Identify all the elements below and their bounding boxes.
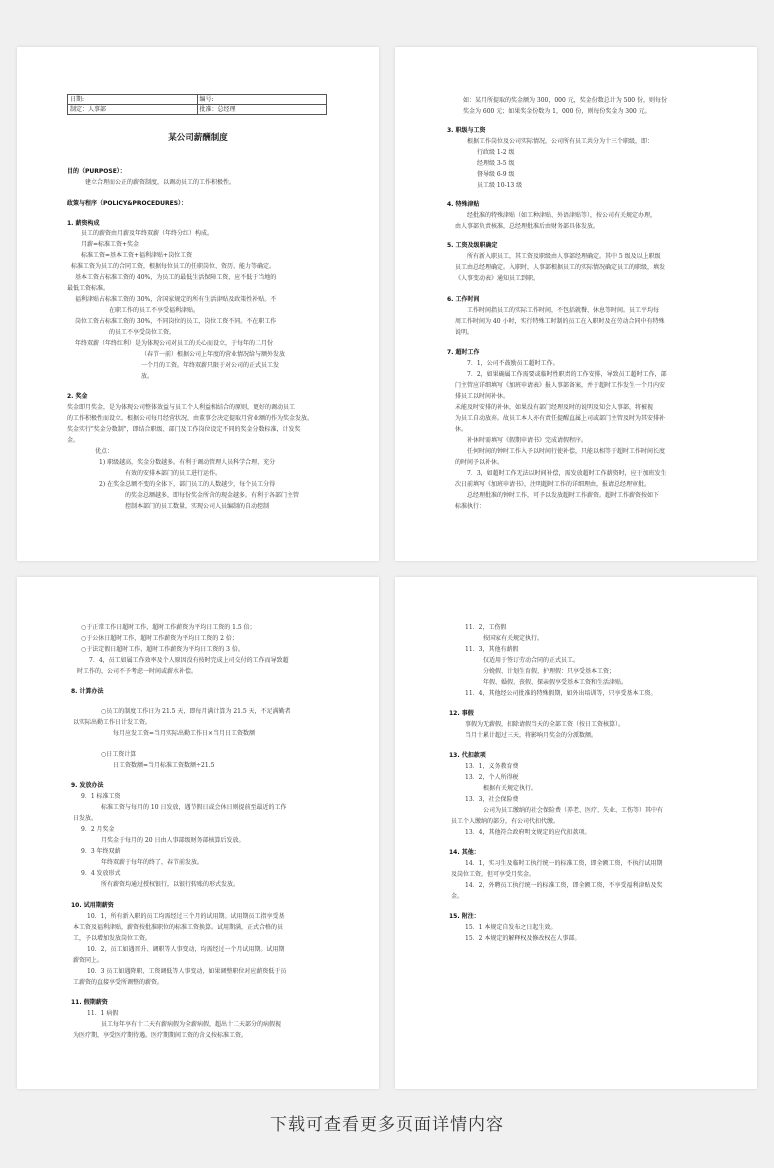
text-line: 13．1，义务教育费 [465,763,519,770]
text-line: 由人事部负责核准，总经理批准后由财务部具体发放。 [455,223,600,230]
text-line: 13．4，其他符合政府明文规定的应代扣款项。 [465,829,591,836]
document-page-4 [395,577,757,1089]
text-line: ○于正常工作日超时工作，超时工作薪资为平均日工资的 1.5 倍； [81,624,256,631]
more-pages-caption[interactable]: 下载可查看更多页面详情内容 [270,1115,504,1135]
text-line: 时工作的，公司不予考虑一时间或薪水补偿。 [77,668,198,675]
text-line: 控制本部门的员工数量，实现公司人员编制的自动控制 [125,503,270,510]
text-line: 门主管应详细填写《加班申请表》报人事部备案，并于超时工作发生一个月内安 [455,382,666,389]
text-line: 补休时需填写《假期申请书》完成请假程序。 [467,437,588,444]
text-line: 所有薪资均通过授权银行，以银行转账的形式发放。 [101,881,240,888]
text-line: 基本工资占标准工资的 40%，为员工的最低生活保障工资，应不低于当地的 [75,274,277,281]
text-line: 9．2 月奖金 [81,826,115,833]
document-page-3 [17,577,379,1089]
document-page-2 [395,47,757,561]
text-line: 10．3 员工如遇降职、工资调低等人事变动，如果调整职位对应薪资低于员 [87,968,287,975]
text-line: 日发放。 [73,815,98,822]
text-line: 岗位工资占标准工资的 30%，不同岗位的员工，岗位工资不同。不在职工作 [75,318,277,325]
text-line: 标准工资与每月的 10 日发放，遇节假日或会休日则提前至最近的工作 [101,804,287,811]
text-line: 奖金实行"奖金分数制"，即结合职级、部门及工作岗位设定不同的奖金分数标准，计发奖 [67,426,301,433]
text-line: 9．4 发放形式 [81,870,121,877]
document-page-1 [17,47,379,561]
document-title: 某公司薪酬制度 [168,133,228,143]
section-heading: 14. 其他： [449,849,480,856]
text-line: 最低工资标准。 [67,285,110,292]
text-line: 2) 在奖金总额不变的全体下，部门员工的人数越少，每个员工分得 [99,481,276,488]
text-line: 优点： [95,448,114,455]
text-line: 金。 [451,893,464,900]
text-line: 日工资数额=当月标准工资数额÷21.5 [113,762,215,769]
text-line: 年终双薪于每年的终了，春节前发放。 [101,859,204,866]
text-line: 周工作时间为 40 小时，实行特殊工时制的员工在入职时及在劳动合同中有特殊 [455,318,665,325]
text-line: 10．2，员工如遇晋升、调职等人事变动，均需经过一个月试用期。试用期 [87,946,285,953]
text-line: 福利津贴占标准工资的 30%，含国家规定的所有生活津贴及政策性补贴。不 [75,296,277,303]
text-line: 13．2，个人所得税 [465,774,519,781]
text-line: 员工级 10-13 级 [477,182,523,189]
section-heading: 10. 试用期薪资 [71,902,114,909]
text-line: 根据有关规定执行。 [483,785,538,792]
text-line: 根据工作岗位及公司实际情况，公司所有员工共分为十三个职级，即： [467,138,654,145]
text-line: 金。 [67,437,80,444]
text-line: 工，予以增加发放岗位工资。 [73,935,152,942]
text-line: 所有新入职员工，其工资及职级由人事部经理确定。其中 5 级及以上职级 [467,253,661,260]
section-heading: 7. 超时工作 [447,349,480,356]
text-line: ○于公休日超时工作，超时工作薪资为平均日工资的 2 倍； [81,635,238,642]
text-line: 15．1 本规定自发布之日起生效。 [465,924,557,931]
text-line: 员工由总经理确定。入职时，人事部根据员工的实际情况确定员工的职级，填发 [455,264,666,271]
text-line: 奖金即月奖金，是为体现公司整体效益与员工个人利益相结合的原则，更好的调动员工 [67,404,296,411]
text-line: 事假为无薪假，扣除请假当天的全部工资（按日工资核算）。 [465,721,625,728]
text-line: 1) 职级越高，奖金分数越多。有利于调动管理人员科学合理、充分 [99,459,276,466]
text-line: 14．1，实习生及临时工执行统一的标准工资，即全额工资，不执行试用期 [465,860,663,867]
text-line: 10．1，所有新入职的员工均需经过三个月的试用期。试用期员工指享受基 [87,913,285,920]
text-line: 薪资同上。 [73,957,104,964]
section-heading: 12. 事假 [449,710,474,717]
text-line: （春节一前）根据公司上年度的营业情况给与额外发放 [141,351,286,358]
header-table [67,94,327,115]
text-line: 建立合理而公正的薪资制度，以调动员工的工作积极性。 [85,179,236,186]
text-line: 及岗位工资，但可享受月奖金。 [451,871,536,878]
approver-cell: 批准：总经理 [197,105,327,115]
maker-cell: 制定：人事部 [68,105,198,115]
text-line: 每月应发工资=当月实际出勤工作日×当月日工资数额 [113,730,256,737]
text-line: 以实际出勤工作日计发工资。 [73,719,152,726]
text-line: 为员工自动放弃。故员工本人亦有责任提醒直属上司或部门主管及时为其安排补 [455,415,666,422]
text-line: 仅适用于签订劳动合同的正式员工。 [483,657,580,664]
section-heading: 2. 奖金 [67,393,88,400]
section-heading: 政策与程序（POLICY&PROCEDURES）： [67,200,188,207]
text-line: 任何时间的钟时工作入予以时间行使补偿，只能以相等于超时工作时间长度 [467,448,666,455]
text-line: 奖金为 600 元；如果奖金份数为 1，000 份，则每份奖金为 300 元。 [463,108,651,115]
text-line: 按国家有关规定执行。 [483,635,544,642]
text-line: 《人事变动表》通知员工到职。 [455,275,540,282]
number-cell: 编号: [197,95,327,105]
text-line: 员工个人缴纳的部分，有公司代扣代缴。 [451,818,560,825]
text-line: 标准执行： [455,503,486,510]
text-line: 一个月的工资。年终双薪只限于对公司的正式员工发 [141,362,280,369]
text-line: 休。 [455,426,468,433]
text-line: 7．3，如超时工作无法以时间补偿，需发放超时工作薪资时，应于加班发生 [467,470,667,477]
text-line: 13．3，社会保险费 [465,796,519,803]
text-line: 如：某月所提取的奖金额为 300，000 元，奖金份数总计为 500 份，则每份 [463,97,667,104]
text-line: 次日前填写《加班申请书》，注明超时工作的详细理由，报请总经理审批。 [455,481,651,488]
text-line: 的奖金总额越多，即每份奖金所含的现金越多。有利于各部门主管 [125,492,300,499]
section-heading: 6. 工作时间 [447,296,480,303]
text-line: 7．1，公司不鼓励员工超时工作。 [467,360,559,367]
section-heading: 1. 薪资构成 [67,220,100,227]
text-line: 行政级 1-2 级 [477,149,515,156]
text-line: 14．2，外聘员工执行统一的标准工资，即全额工资，不享受福利津贴及奖 [465,882,663,889]
section-heading: 3. 职级与工资 [447,127,486,134]
section-heading: 4. 特殊津贴 [447,201,480,208]
text-line: 15．2 本规定的解释权及修改权在人事部。 [465,935,581,942]
text-line: 标准工资=基本工资+福利津贴+岗位工资 [81,252,193,259]
text-line: 11．3，其他有薪假 [465,646,519,653]
section-heading: 11. 假期薪资 [71,999,108,1006]
text-line: 的工作积极性而设立。根据公司每月经营状况，由董事会决定提取月营业额的作为奖金发放。 [67,415,314,422]
text-line: 11．4，其他经公司批准的特殊假期，如外出培训等，只享受基本工资。 [465,690,657,697]
text-line: 有效的安排本部门的员工进行运作。 [125,470,222,477]
text-line: 督导级 6-9 级 [477,171,515,178]
section-heading: 目的（PURPOSE）： [67,168,126,175]
text-line: 9．3 年终双薪 [81,848,121,855]
text-line: 的员工不享受岗位工资。 [109,329,176,336]
text-line: 工作时间指员工的实际工作时间，不包括就餐、休息等时间。员工平均每 [467,307,660,314]
text-line: 说明。 [455,329,474,336]
text-line: 当月十累计超过三天，将影响月奖金的分派数额。 [465,732,598,739]
text-line: ○员工的制度工作日为 21.5 天，即每月满计算为 21.5 天，不足满勤者 [101,708,291,715]
section-heading: 5. 工资及级职确定 [447,242,498,249]
text-line: 年假、婚假、丧假、探亲假享受基本工资和生活津贴。 [483,679,628,686]
text-line: 在职工作的员工不享受福利津贴。 [109,307,200,314]
text-line: 标准工资为员工的合同工资，根据每位员工的任职岗位、资历、能力等确定。 [71,263,276,270]
text-line: ○于法定假日超时工作，超时工作薪资为平均日工资的 3 倍。 [81,646,244,653]
text-line: 经批准的特殊津贴（如工种津贴、外语津贴等），按公司有关规定办理， [467,212,657,219]
section-heading: 9. 发放办法 [71,782,104,789]
text-line: 为医疗期，享受医疗期待遇。医疗期期间工资的含义按标准工资。 [73,1032,248,1039]
text-line: 11．1 病假 [87,1010,119,1017]
text-line: 7．2，如果确属工作需要或临时性职责的工作安排，导致员工超时工作，部 [467,371,667,378]
text-line: 工薪资的直接享受所调整的薪资。 [73,979,164,986]
section-heading: 8. 计算办法 [71,688,104,695]
text-line: 排员工以时间补休。 [455,393,510,400]
text-line: 放。 [141,373,154,380]
text-line: ○日工资计算 [101,751,137,758]
text-line: 分娩假、计划生育假、护理假：只享受基本工资； [483,668,616,675]
text-line: 的时间予以补休。 [455,459,504,466]
text-line: 员工的薪资由月薪及年终双薪（年终分红）构成。 [81,230,214,237]
text-line: 7．4，员工如属工作效率及个人原因没有按时完成上司交付的工作而导致超 [89,657,289,664]
text-line: 11．2，工伤假 [465,624,507,631]
text-line: 员工每年享有十二天有薪病假为全薪病假，超出十二天部分的病假视 [101,1021,282,1028]
text-line: 9．1 标准工资 [81,793,121,800]
section-heading: 13. 代扣款项 [449,752,486,759]
text-line: 公司为员工缴纳的社会保险费（养老、医疗、失业、工伤等）其中有 [483,807,664,814]
date-cell: 日期: [68,95,198,105]
text-line: 总经理批准的钟时工作，可予以发放超时工作薪资。超时工作薪资按如下 [467,492,660,499]
text-line: 未能及时安排的补休，如果没有部门经理及时的说明及知会人事部，将被视 [455,404,654,411]
section-heading: 15. 附注： [449,913,480,920]
text-line: 经理级 3-5 级 [477,160,515,167]
text-line: 月奖金于每月的 20 日由人事部级财务部核算后发放。 [101,837,245,844]
text-line: 年终双薪（年终红利）是为体现公司对员工的关心而设立，于每年的二月份 [75,340,274,347]
text-line: 本工资及福利津贴，薪资按批准职位的标准工资换算。试用期满，正式合格的员 [73,924,284,931]
text-line: 月薪=标准工资+奖金 [81,241,140,248]
